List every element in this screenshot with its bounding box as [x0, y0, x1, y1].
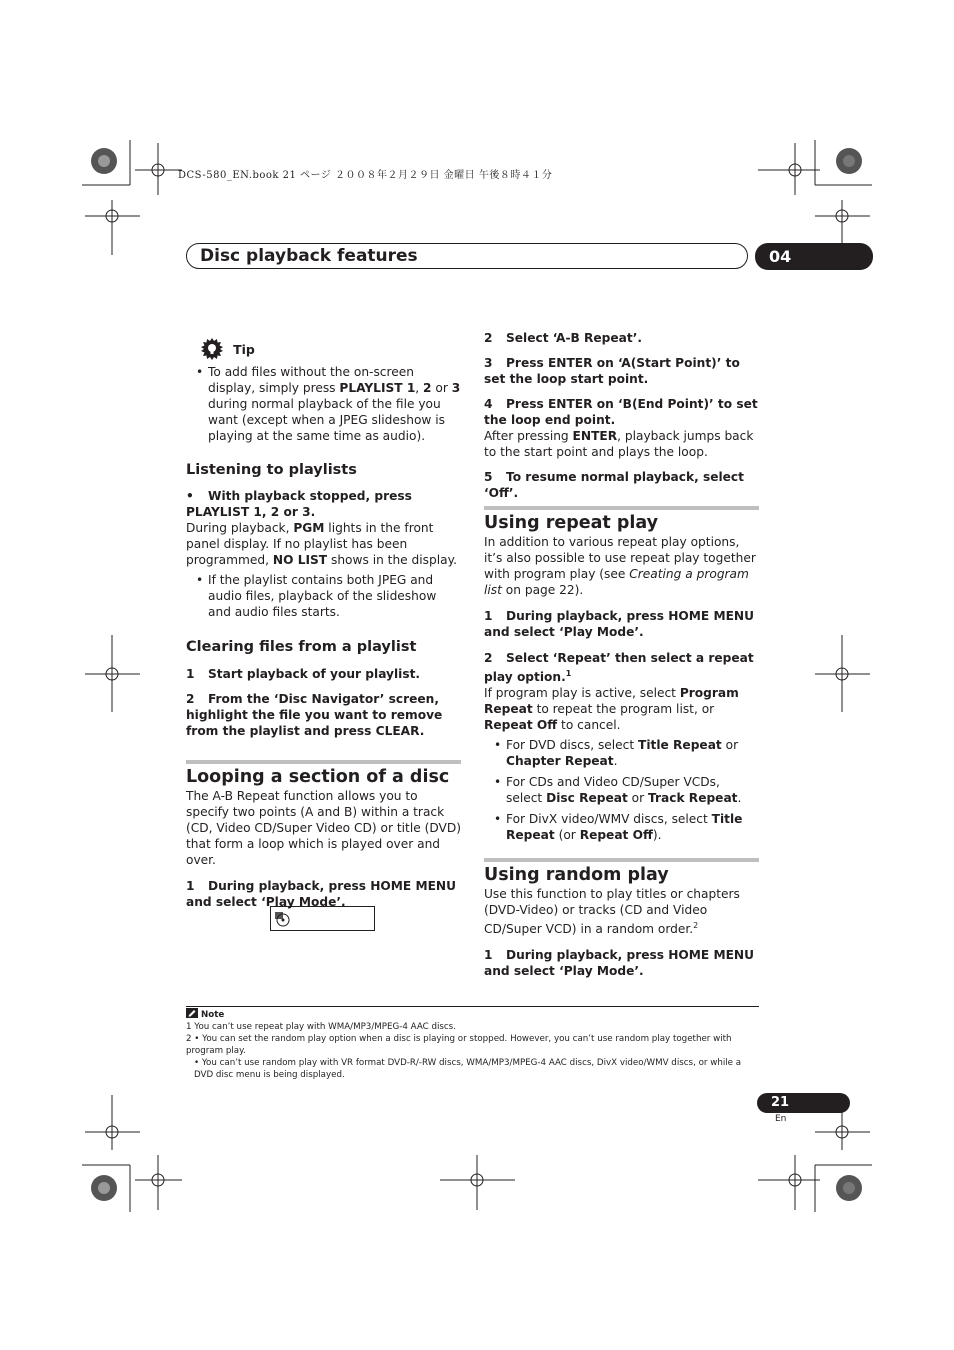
program-repeat-option: Program Repeat: [484, 686, 739, 717]
step-text: During playback, press HOME MENU and select ‘Play Mode’.: [186, 879, 457, 909]
ab-step-2: [484, 330, 759, 346]
tip-text-part: To add files without the on-screen display, simply press: [208, 365, 414, 395]
step-text: Press ENTER on ‘A(Start Point)’ to set the loop start point.: [484, 356, 740, 386]
note-divider: [186, 1006, 759, 1007]
repeat-step-2: [484, 650, 759, 685]
bullet: •: [196, 365, 204, 379]
body-text: After pressing: [484, 429, 573, 443]
step-number: 2: [484, 651, 493, 665]
footnote-2a: 2 • You can set the random play option when a disc is playing or stopped. However, you can’t use random play together with program play.: [186, 1034, 732, 1056]
clearing-step-1: [186, 666, 461, 682]
bullet-text: ).: [652, 828, 662, 843]
step-number: 4: [484, 397, 493, 411]
section-heading-clearing: Clearing files from a playlist: [186, 639, 417, 655]
section-heading-listening: Listening to playlists: [186, 462, 357, 478]
step-text: Start playback of your playlist.: [208, 667, 421, 681]
step-text: To resume normal playback, select ‘Off’.: [484, 470, 744, 500]
step-text: Press ENTER on ‘B(End Point)’ to set the loop end point.: [484, 397, 758, 427]
bullet-text: (or: [554, 828, 580, 843]
step-number: 5: [484, 470, 493, 484]
step-number: 2: [484, 331, 493, 345]
tip-text: [186, 364, 461, 444]
step-number: 2: [186, 692, 195, 706]
body-text: If program play is active, select: [484, 686, 680, 701]
ab-repeat-steps: [484, 330, 759, 501]
tip-text-part: or: [431, 381, 452, 395]
note-label: Note: [201, 1010, 225, 1020]
section-heading-looping: Looping a section of a disc: [186, 760, 461, 788]
body-text: to cancel.: [557, 718, 621, 733]
step-text: During playback, press HOME MENU and select ‘Play Mode’.: [484, 609, 755, 639]
body-text: on page 22).: [501, 583, 584, 597]
bullet-text: For DivX video/WMV discs, select: [506, 812, 712, 827]
step-text: Select ‘A-B Repeat’.: [506, 331, 642, 345]
chapter-repeat-option: Chapter Repeat: [506, 754, 614, 769]
title-repeat-option: Title Repeat: [638, 738, 722, 753]
footnote-ref: 2: [693, 921, 699, 930]
bullet: •: [494, 812, 502, 827]
repeat-off-option: Repeat Off: [579, 828, 653, 843]
no-list-indicator: NO LIST: [272, 553, 328, 567]
body-text: shows in the display.: [327, 553, 457, 567]
tip-text-part: ,: [415, 381, 424, 395]
step-text: During playback, press HOME MENU and select ‘Play Mode’.: [484, 948, 755, 979]
step-text: From the ‘Disc Navigator’ screen, highlight the file you want to remove from the playlist and press CLEAR.: [186, 692, 443, 738]
body-text: lights in the front panel display. If no playlist has been programmed,: [186, 521, 434, 567]
random-section: [484, 858, 759, 979]
step-text: With playback stopped, press PLAYLIST 1, 2 or 3.: [186, 489, 412, 519]
step-number: 1: [484, 609, 493, 623]
bullet-text: .: [737, 791, 742, 806]
section-heading-repeat: Using repeat play: [484, 506, 759, 534]
step-number: 1: [484, 948, 493, 963]
bullet: •: [196, 573, 204, 587]
enter-key: ENTER: [572, 429, 618, 443]
bullet: •: [494, 775, 502, 790]
tip-label: Tip: [233, 341, 255, 357]
listening-section: [186, 461, 461, 620]
ab-step-5: [484, 469, 759, 501]
section-heading-random: Using random play: [484, 858, 759, 886]
step-number: 1: [186, 667, 195, 681]
repeat-section: [484, 506, 759, 843]
disc-icon: [274, 911, 290, 927]
repeat-body: [484, 534, 759, 598]
page-language: En: [775, 1114, 787, 1124]
footnote-ref: 1: [565, 669, 572, 678]
tip-text-part: during normal playback of the file you want (except when a JPEG slideshow is playing at the same time as audio).: [208, 397, 445, 443]
body-text: , playback jumps back to the start point and plays the loop.: [484, 429, 754, 459]
bullet-text: or: [627, 791, 649, 806]
page-number: 21: [757, 1093, 850, 1113]
key-2: 2: [423, 381, 432, 395]
bullet-text: or: [721, 738, 739, 753]
footnote-2b: • You can’t use random play with VR format DVD-R/-RW discs, WMA/MP3/MPEG-4 AAC discs, DivX video/WMV discs, or while a DVD disc menu is being displayed.: [194, 1058, 742, 1080]
bullet-text: For CDs and Video CD/Super VCDs, select: [506, 775, 720, 806]
repeat-step-1: [484, 608, 759, 640]
note-pencil-icon: [186, 1008, 198, 1018]
print-header: DCS-580_EN.book 21 ページ ２００８年２月２９日 金曜日 午後８時４１分: [178, 170, 553, 181]
repeat-bullet-divx: [484, 811, 759, 843]
clearing-step-2: [186, 691, 461, 739]
cross-reference: Creating a program list: [484, 567, 749, 597]
footnote-1: 1 You can’t use repeat play with WMA/MP3/MPEG-4 AAC discs.: [186, 1022, 456, 1032]
bullet: •: [186, 489, 194, 503]
key-3: 3: [451, 381, 461, 395]
random-step-1: [484, 947, 759, 979]
play-mode-osd-box: [270, 906, 375, 931]
ab-step-4: [484, 396, 759, 428]
footnotes: [186, 1008, 759, 1081]
step-number: 1: [186, 879, 195, 893]
clearing-section: [186, 638, 461, 739]
listening-body: [186, 520, 461, 568]
bullet-text: If the playlist contains both JPEG and audio files, playback of the slideshow and audio files starts.: [208, 573, 437, 619]
bullet-text: For DVD discs, select: [506, 738, 639, 753]
chapter-number: 04: [755, 243, 873, 270]
ab-body: [484, 428, 759, 460]
playlist-1-key: PLAYLIST 1: [339, 381, 416, 395]
track-repeat-option: Track Repeat: [648, 791, 738, 806]
listening-step: [186, 488, 461, 520]
tip-lightbulb-icon: [200, 337, 224, 361]
step-number: 3: [484, 356, 493, 370]
body-text: During playback,: [186, 521, 294, 535]
tip-header: [200, 337, 255, 361]
ab-step-3: [484, 355, 759, 387]
listening-bullet: [186, 572, 461, 620]
random-body: [484, 886, 759, 937]
body-text: Use this function to play titles or chapters (DVD-Video) or tracks (CD and Video CD/Super VCD) in a random order.: [484, 887, 740, 937]
title-repeat-option: Title Repeat: [506, 812, 743, 843]
step-text: Select ‘Repeat’ then select a repeat play option.: [484, 651, 754, 685]
looping-section: [186, 760, 461, 910]
repeat-body-3: [484, 685, 759, 733]
bullet: •: [494, 738, 502, 753]
repeat-bullet-cd: [484, 774, 759, 806]
chapter-title: Disc playback features: [200, 246, 418, 266]
body-text: In addition to various repeat play options, it’s also possible to use repeat play together with program play (see: [484, 535, 756, 581]
pgm-indicator: PGM: [293, 521, 325, 535]
bullet-text: .: [613, 754, 618, 769]
disc-repeat-option: Disc Repeat: [546, 791, 628, 806]
repeat-off-option: Repeat Off: [484, 718, 558, 733]
repeat-bullet-dvd: [484, 737, 759, 769]
body-text: to repeat the program list, or: [532, 702, 715, 717]
looping-body: The A-B Repeat function allows you to specify two points (A and B) within a track (CD, Video CD/Super Video CD) or title (DVD) that form a loop which is played over and over.: [186, 789, 461, 867]
